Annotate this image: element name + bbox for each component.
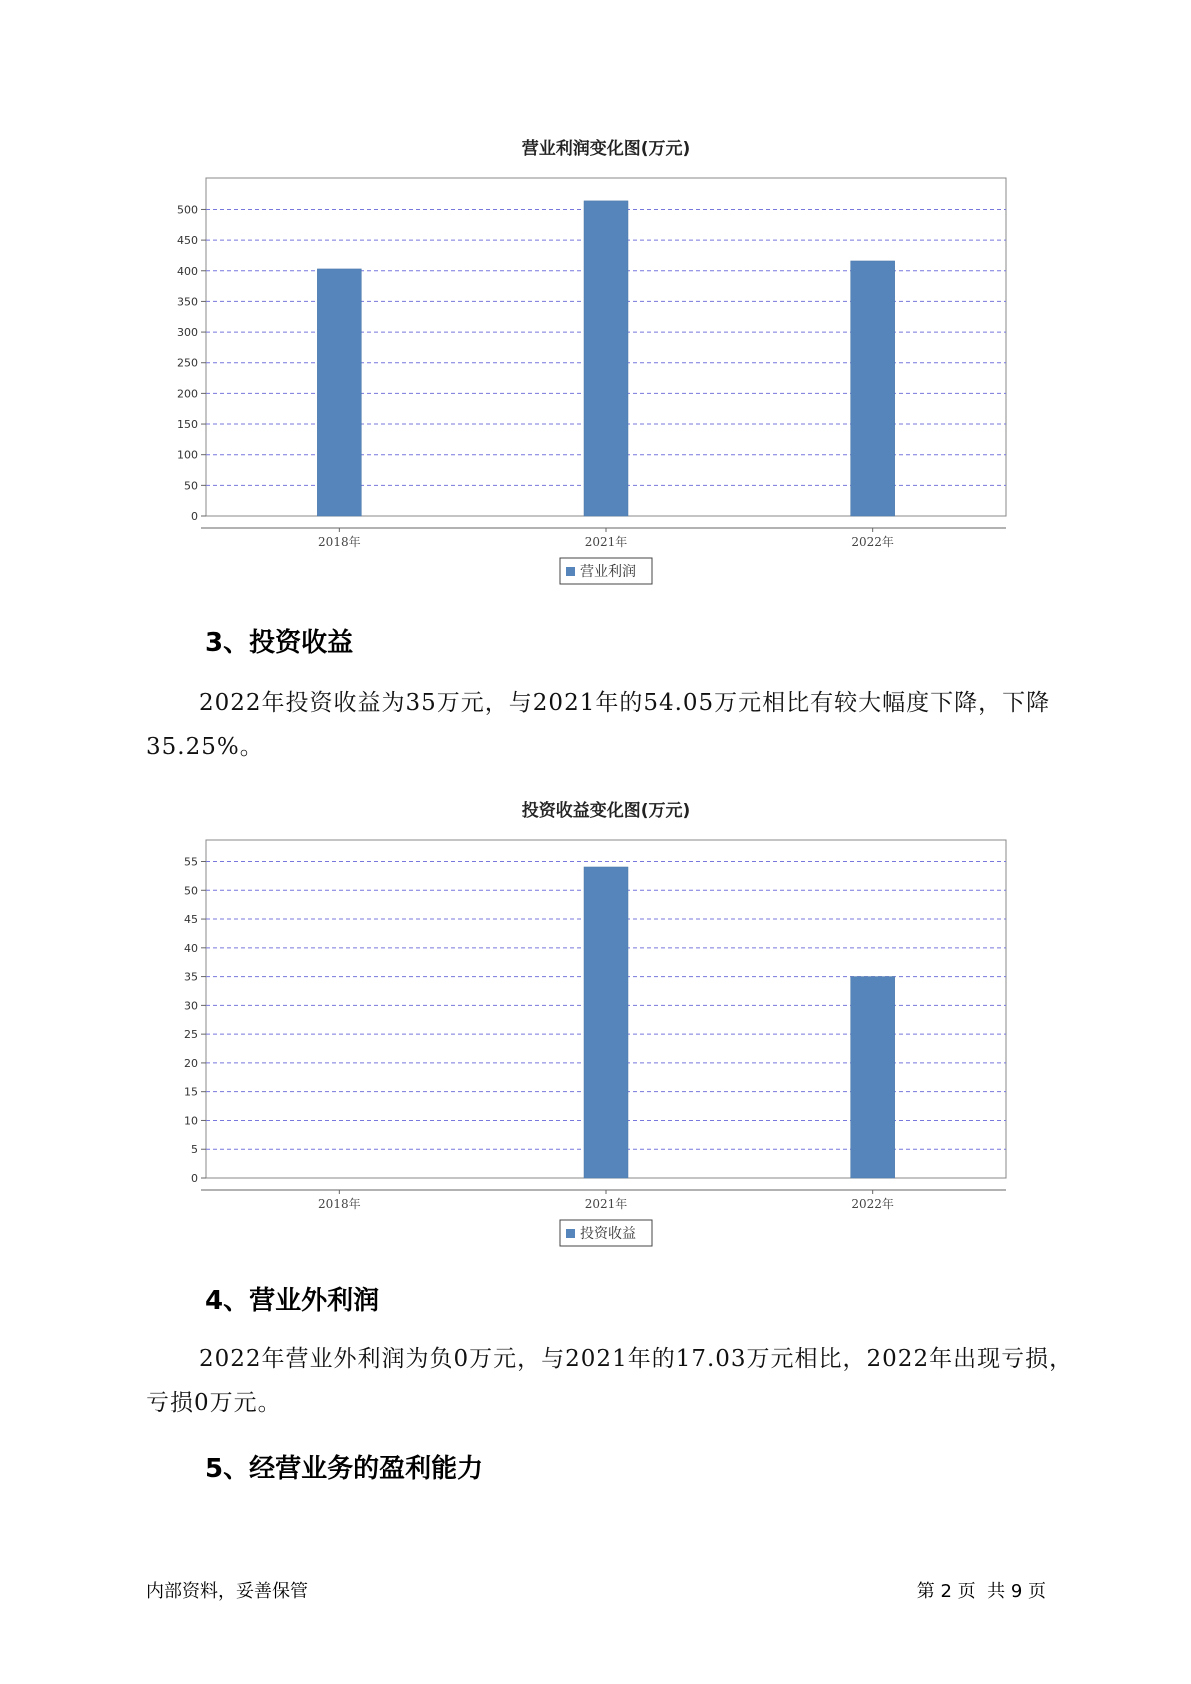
x-tick-label: 2018年	[318, 1197, 361, 1211]
y-tick-label: 10	[184, 1114, 198, 1128]
y-tick-label: 20	[184, 1056, 198, 1070]
y-tick-label: 35	[184, 970, 198, 984]
y-tick-label: 45	[184, 913, 198, 927]
y-tick-label: 200	[177, 387, 198, 401]
investment-income-chart	[146, 792, 1046, 1252]
legend-swatch	[566, 567, 575, 576]
section-heading-ability: 5、经营业务的盈利能力	[205, 1454, 484, 1484]
section-heading-investment: 3、投资收益	[205, 628, 354, 658]
section-heading-nonoperating: 4、营业外利润	[205, 1286, 380, 1316]
bar	[584, 867, 628, 1178]
investment-paragraph: 2022年投资收益为35万元，与2021年的54.05万元相比有较大幅度下降，下降35.25%。	[146, 690, 1051, 760]
y-tick-label: 5	[191, 1143, 198, 1157]
bar	[851, 977, 895, 1178]
legend-label: 投资收益	[580, 1226, 636, 1242]
x-tick-label: 2021年	[584, 1197, 628, 1211]
footer-page-number: 第 2 页 共 9 页	[916, 1581, 1046, 1602]
bar	[851, 261, 895, 516]
y-tick-label: 500	[177, 203, 198, 217]
chart-title: 投资收益变化图(万元)	[521, 801, 691, 821]
y-tick-label: 15	[184, 1085, 198, 1099]
y-tick-label: 150	[177, 418, 198, 432]
y-tick-label: 350	[177, 295, 198, 309]
bar	[317, 269, 361, 516]
legend-label: 营业利润	[580, 564, 636, 580]
y-tick-label: 100	[177, 448, 198, 462]
x-tick-label: 2018年	[318, 535, 361, 549]
footer-confidential: 内部资料，妥善保管	[146, 1581, 308, 1602]
y-tick-label: 50	[184, 884, 198, 898]
legend	[560, 1220, 652, 1246]
legend-swatch	[566, 1229, 575, 1238]
x-tick-label: 2022年	[851, 1197, 894, 1211]
y-tick-label: 55	[184, 855, 198, 869]
y-tick-label: 300	[177, 326, 198, 340]
y-tick-label: 30	[184, 999, 198, 1013]
nonoperating-paragraph: 2022年营业外利润为负0万元，与2021年的17.03万元相比，2022年出现亏损，亏损0万元。	[146, 1346, 1074, 1416]
operating-profit-chart	[146, 130, 1046, 590]
chart-title: 营业利润变化图(万元)	[521, 139, 691, 159]
y-tick-label: 0	[191, 510, 198, 523]
operating-profit-chart-svg	[146, 130, 1046, 590]
legend	[560, 558, 652, 584]
bar	[584, 201, 628, 516]
x-tick-label: 2021年	[584, 535, 628, 549]
y-tick-label: 250	[177, 356, 198, 370]
x-tick-label: 2022年	[851, 535, 894, 549]
y-tick-label: 400	[177, 264, 198, 278]
y-tick-label: 25	[184, 1028, 198, 1042]
y-tick-label: 50	[184, 479, 198, 493]
y-tick-label: 40	[184, 941, 198, 955]
y-tick-label: 450	[177, 234, 198, 248]
y-tick-label: 0	[191, 1172, 198, 1185]
investment-income-chart-svg	[146, 792, 1046, 1252]
